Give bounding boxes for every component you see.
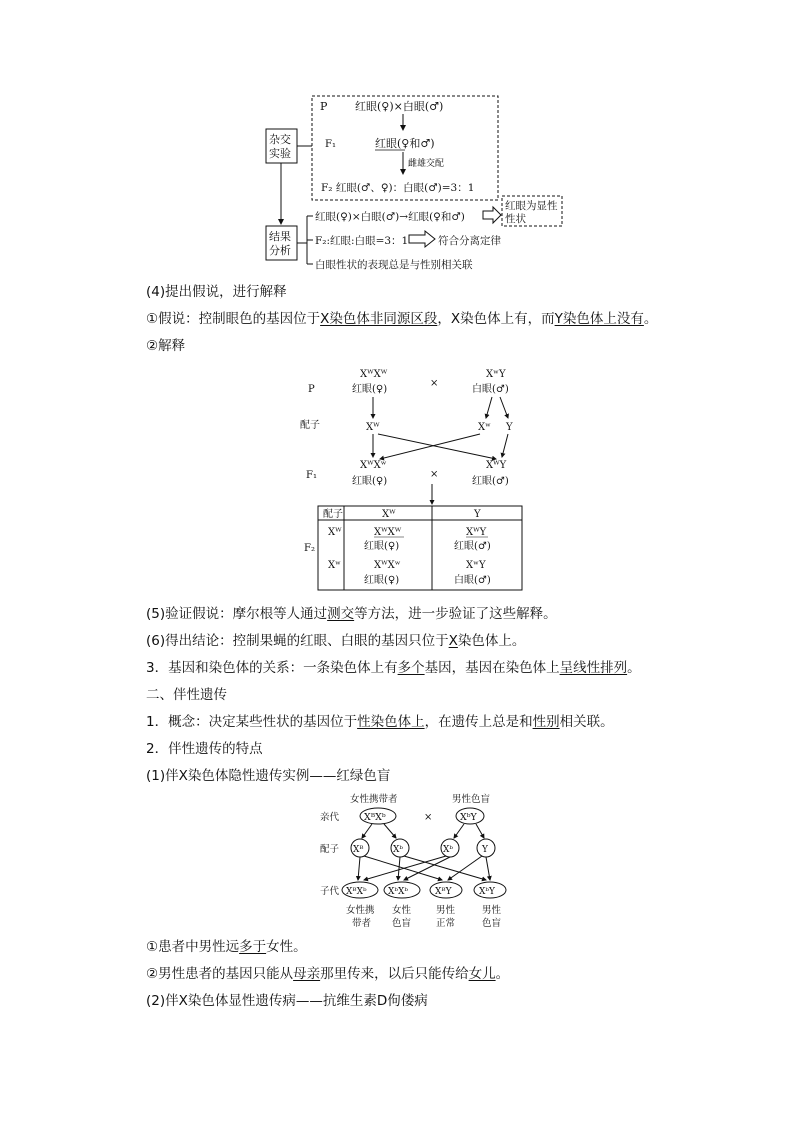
conclusion-text-c: 染色体上。 xyxy=(457,633,526,649)
fig2-row2-c2-pheno: 白眼(♂) xyxy=(454,575,491,586)
fig3-father-title: 男性色盲 xyxy=(452,794,491,805)
rule-2-text-d: 女儿 xyxy=(468,966,496,982)
fig2-row2-c1-pheno: 红眼(♀) xyxy=(364,575,400,586)
fig1-p-cross: 红眼(♀)×白眼(♂) xyxy=(355,100,444,113)
rule-1-text-a: ①患者中男性远 xyxy=(146,939,240,955)
gene-text-b: 多个 xyxy=(397,660,425,676)
gene-text-c: 基因，基因在染色体上 xyxy=(424,660,560,676)
fig3-mother-title: 女性携带者 xyxy=(350,794,398,805)
fig2-f2-label: F₂ xyxy=(304,543,315,554)
fig3-child-4: XᵇY xyxy=(479,887,495,897)
fig2-row2-c1-geno: XᵂXʷ xyxy=(374,560,401,571)
fig3-child-1-label-1: 女性携 xyxy=(346,905,375,916)
fig1-analysis-1: 红眼(♀)×白眼(♂)→红眼(♀和♂) xyxy=(315,211,465,223)
explanation-heading: ②解释 xyxy=(146,338,186,354)
fig1-box-experiment-2: 实验 xyxy=(269,147,291,160)
fig2-f1-male-geno: XᵂY xyxy=(486,460,507,471)
conclusion-text-b: X xyxy=(448,633,458,649)
fig1-analysis-1-result-2: 性状 xyxy=(505,213,526,225)
gene-text-a: 3．基因和染色体的关系：一条染色体上有 xyxy=(146,660,398,676)
fig3-child-2-label-2: 色盲 xyxy=(392,918,412,929)
fig1-box-analysis-1: 结果 xyxy=(269,230,291,243)
rule-2-text-c: 那里传来，以后只能传给 xyxy=(320,966,469,982)
concept-line xyxy=(146,713,614,731)
fig2-p-female-geno: XᵂXᵂ xyxy=(360,369,388,380)
fig3-father-geno: XᵇY xyxy=(460,812,477,823)
fig3-gamete-4: Y xyxy=(482,845,488,855)
fig3-child-3-label-2: 正常 xyxy=(436,918,456,929)
fig2-table-header-0: 配子 xyxy=(323,509,343,520)
fig2-row1-c2-geno: XᵂY xyxy=(466,527,487,538)
conclusion-text-a: (6)得出结论：控制果蝇的红眼、白眼的基因只位于 xyxy=(146,633,449,649)
fig2-row1-c2-pheno: 红眼(♂) xyxy=(454,541,491,552)
fig3-parent-label: 亲代 xyxy=(320,812,340,823)
fig1-analysis-2: F₂:红眼:白眼=3：1 xyxy=(315,235,409,247)
rule-2-line xyxy=(146,965,509,983)
fig2-row1-c1-pheno: 红眼(♀) xyxy=(364,541,400,552)
hypothesis-text-d: Y染色体上没有 xyxy=(554,311,644,327)
fig2-gamete-1: Xᵂ xyxy=(366,422,380,433)
fig1-analysis-1-result-1: 红眼为显性 xyxy=(505,200,558,212)
fig3-gamete-1: Xᴮ xyxy=(353,845,364,855)
fig2-row1-head: Xᵂ xyxy=(328,527,342,538)
dominant-example-heading: (2)伴X染色体显性遗传病——抗维生素D佝偻病 xyxy=(146,993,428,1009)
fig3-child-3-label-1: 男性 xyxy=(436,905,456,916)
heading-hypothesis: (4)提出假说，进行解释 xyxy=(146,284,287,300)
fig1-box-analysis-2: 分析 xyxy=(269,244,291,257)
rule-1-text-b: 多于 xyxy=(239,939,267,955)
rule-2-text-b: 母亲 xyxy=(293,966,321,982)
fig2-f1-label: F₁ xyxy=(306,470,317,481)
rule-1-line xyxy=(146,938,307,956)
hypothesis-text-c: ，X染色体上有，而 xyxy=(437,311,555,327)
color-blindness-figure xyxy=(316,792,520,932)
concept-text-c: ，在遗传上总是和 xyxy=(424,714,533,730)
rule-2-text-e: 。 xyxy=(495,966,510,982)
rule-1-text-c: 女性。 xyxy=(266,939,307,955)
fig3-child-label: 子代 xyxy=(320,886,340,897)
fig1-box-experiment-1: 杂交 xyxy=(269,133,291,146)
fig3-child-3: XᴮY xyxy=(435,887,452,897)
fig3-child-4-label-2: 色盲 xyxy=(482,918,502,929)
fig2-row1-c1-geno: XᵂXᵂ xyxy=(374,527,402,538)
fig2-f1-female-geno: XᵂXʷ xyxy=(360,460,387,471)
fig2-row2-c2-geno: XʷY xyxy=(466,560,486,571)
hypothesis-line xyxy=(146,310,657,328)
rule-2-text-a: ②男性患者的基因只能从 xyxy=(146,966,294,982)
fig3-gamete-label: 配子 xyxy=(320,844,340,855)
explanation-figure xyxy=(296,364,536,592)
fig2-p-label: P xyxy=(308,384,315,395)
concept-text-b: 性染色体上 xyxy=(357,714,425,730)
fig2-p-female-pheno: 红眼(♀) xyxy=(352,384,388,395)
fig1-f2-text: F₂ 红眼(♂、♀)：白眼(♂)=3：1 xyxy=(321,182,475,194)
section-heading: 二、伴性遗传 xyxy=(146,687,227,703)
fig1-f1-label: F₁ xyxy=(325,139,336,150)
recessive-example-heading: (1)伴X染色体隐性遗传实例——红绿色盲 xyxy=(146,768,391,784)
fig2-f1-female-pheno: 红眼(♀) xyxy=(352,476,388,487)
fig1-f1-text: 红眼(♀和♂) xyxy=(375,137,435,150)
concept-text-a: 1．概念：决定某些性状的基因位于 xyxy=(146,714,358,730)
verify-text-a: (5)验证假说：摩尔根等人通过 xyxy=(146,606,328,622)
fig3-child-1-label-2: 带者 xyxy=(352,918,372,929)
fig3-child-1: XᴮXᵇ xyxy=(346,887,367,897)
fig2-p-male-geno: XʷY xyxy=(486,369,506,380)
fig2-table-header-1: Xᵂ xyxy=(382,509,396,520)
fig1-p-label: P xyxy=(320,100,328,113)
hypothesis-text-a: ①假说：控制眼色的基因位于 xyxy=(146,311,321,327)
fig1-mating: 雌雄交配 xyxy=(408,159,445,169)
features-heading: 2．伴性遗传的特点 xyxy=(146,741,263,757)
gene-text-d: 呈线性排列 xyxy=(559,660,628,676)
gene-chromosome-line xyxy=(146,659,641,677)
fig2-gamete-label: 配子 xyxy=(300,420,320,431)
fig2-f1-male-pheno: 红眼(♂) xyxy=(472,476,509,487)
fig3-child-2-label-1: 女性 xyxy=(392,905,412,916)
concept-text-d: 性别 xyxy=(532,714,560,730)
fig2-row2-head: Xʷ xyxy=(328,560,341,571)
fig2-p-male-pheno: 白眼(♂) xyxy=(472,384,509,395)
fig2-p-cross: × xyxy=(430,378,439,389)
hybrid-experiment-figure xyxy=(255,92,575,274)
hypothesis-text-e: 。 xyxy=(643,311,658,327)
concept-text-e: 相关联。 xyxy=(559,714,614,730)
verify-text-b: 测交 xyxy=(327,606,355,622)
hypothesis-text-b: X染色体非同源区段 xyxy=(320,311,438,327)
fig1-analysis-2-result: 符合分离定律 xyxy=(438,235,501,247)
fig3-child-4-label-1: 男性 xyxy=(482,905,502,916)
conclusion-line xyxy=(146,632,525,650)
fig2-table-header-2: Y xyxy=(474,509,481,520)
fig1-analysis-3: 白眼性状的表现总是与性别相关联 xyxy=(315,259,473,271)
fig2-f1-cross: × xyxy=(430,469,439,480)
fig3-mother-geno: XᴮXᵇ xyxy=(364,812,386,823)
gene-text-e: 。 xyxy=(627,660,641,676)
fig2-gamete-3: Y xyxy=(506,422,513,433)
fig3-child-2: XᵇXᵇ xyxy=(388,887,409,897)
verify-text-c: 等方法，进一步验证了这些解释。 xyxy=(354,606,557,622)
fig3-cross: × xyxy=(424,812,433,823)
fig3-gamete-3: Xᵇ xyxy=(443,845,454,855)
fig2-gamete-2: Xʷ xyxy=(478,422,491,433)
fig3-gamete-2: Xᵇ xyxy=(393,845,404,855)
verify-line xyxy=(146,605,557,623)
